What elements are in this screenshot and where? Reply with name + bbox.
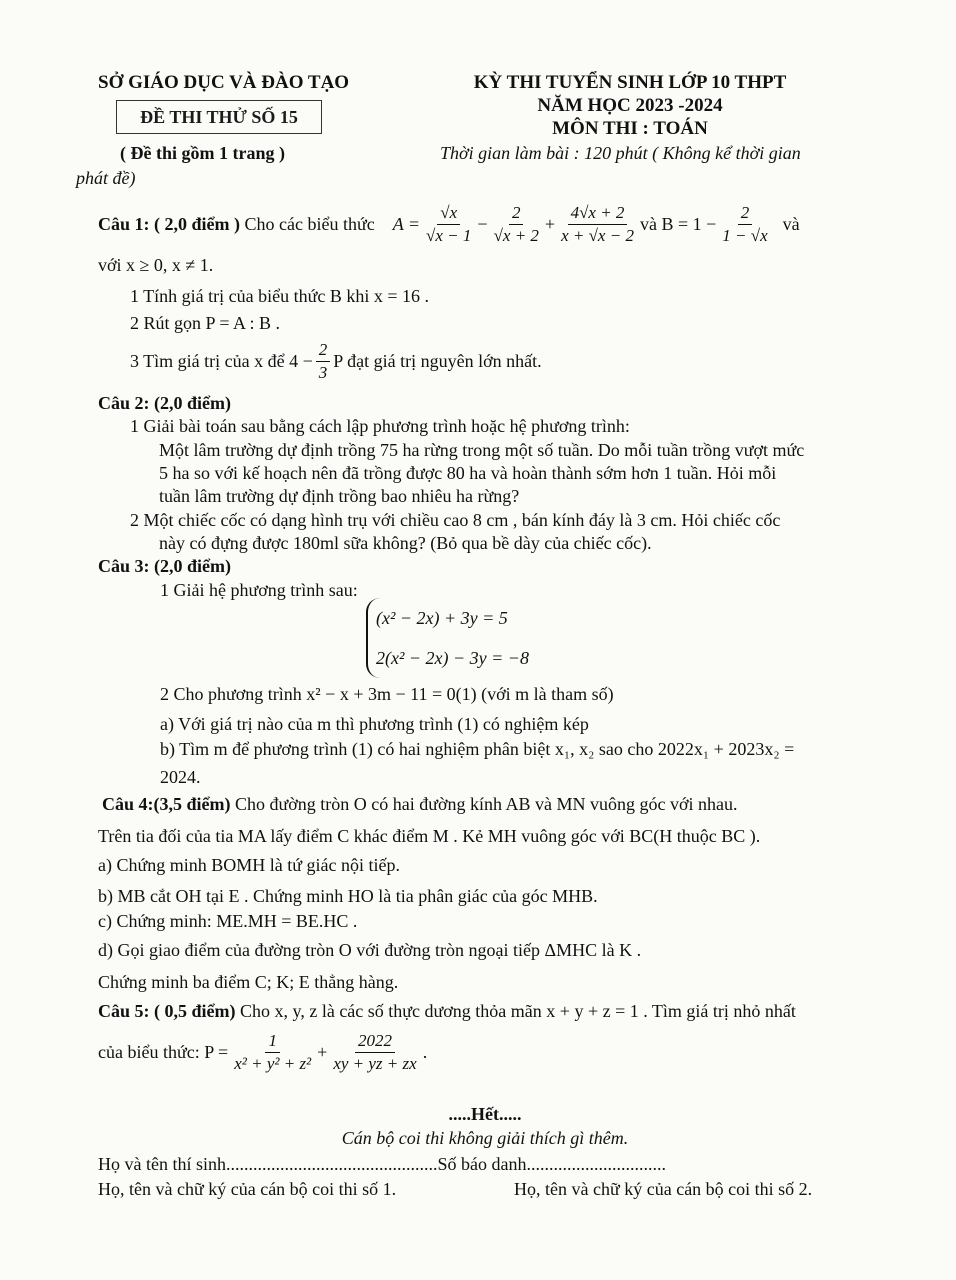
q1-frac-1: $\frac{√x}{√x - 1}$ (426, 202, 472, 245)
q1-A-lhs: A = (392, 213, 421, 234)
q4-part-b: b) MB cắt OH tại E . Chứng minh HO là tia phân giác của góc MHB. (98, 886, 598, 906)
department: SỞ GIÁO DỤC VÀ ĐÀO TẠO (98, 72, 350, 93)
q3-part-b-line-2: 2024. (160, 767, 201, 787)
q2-item-1-line-1: Một lâm trường dự định trồng 75 ha rừng trong một số tuần. Do mỗi tuần trồng vượt mức (159, 440, 805, 460)
q1-line (98, 196, 800, 252)
signature-1: Họ, tên và chữ ký của cán bộ coi thi số 1. (98, 1179, 397, 1199)
time-line-1: Thời gian làm bài : 120 phút ( Không kể thời gian (440, 143, 801, 163)
q1-condition: với x ≥ 0, x ≠ 1. (98, 255, 214, 275)
q1-item3-frac: $\frac{2}{3}$ (316, 339, 331, 384)
q3-system-line-1: (x² − 2x) + 3y = 5 (376, 608, 508, 628)
q2-item-2-line-1: 2 Một chiếc cốc có dạng hình trụ với chiều cao 8 cm , bán kính đáy là 3 cm. Hỏi chiếc cốc (130, 510, 781, 530)
q1-frac-3: $\frac{4√x + 2}{x + √x - 2}$ (561, 202, 634, 245)
q4-label: Câu 4:(3,5 điểm) (102, 794, 231, 814)
q1-and-B: và B = 1 − (639, 213, 717, 234)
q2-item-1-line-3: tuần lâm trường dự định trồng bao nhiêu ha rừng? (159, 486, 520, 506)
q1-frac-4: $\frac{2}{1 - √x}$ (722, 202, 768, 245)
subject: MÔN THI : TOÁN (552, 118, 708, 139)
q5-line-1: Câu 5: ( 0,5 điểm) Cho x, y, z là các số thực dương thỏa mãn x + y + z = 1 . Tìm giá trị nhỏ nhất (98, 1001, 796, 1021)
end-mark: .....Hết..... (448, 1104, 522, 1124)
q4-line-2: Trên tia đối của tia MA lấy điểm C khác điểm M . Kẻ MH vuông góc với BC(H thuộc BC ). (98, 826, 761, 846)
q1-intro: Cho các biểu thức (244, 213, 375, 234)
invigilator-note: Cán bộ coi thi không giải thích gì thêm. (341, 1128, 629, 1148)
signature-2: Họ, tên và chữ ký của cán bộ coi thi số 2. (514, 1179, 813, 1199)
q4-part-d-2: Chứng minh ba điểm C; K; E thẳng hàng. (98, 972, 399, 992)
q4-part-d: d) Gọi giao điểm của đường tròn O với đường tròn ngoại tiếp ΔMHC là K . (98, 940, 642, 960)
time-line-2: phát đề) (76, 168, 136, 188)
exam-code-box (116, 100, 322, 134)
q1-item-2: 2 Rút gọn P = A : B . (130, 313, 281, 333)
q3-item-2: 2 Cho phương trình x² − x + 3m − 11 = 0(1) (với m là tham số) (160, 684, 614, 704)
q4-line-1: Câu 4:(3,5 điểm) Cho đường tròn O có hai đường kính AB và MN vuông góc với nhau. (102, 794, 738, 814)
q2-item-2-line-2: này có đựng được 180ml sữa không? (Bỏ qua bề dày của chiếc cốc). (159, 533, 652, 553)
school-year: NĂM HỌC 2023 -2024 (537, 95, 723, 116)
q3-system-line-2: 2(x² − 2x) − 3y = −8 (376, 648, 529, 668)
candidate-line: Họ và tên thí sinh...............................................Số báo danh............................... (98, 1154, 666, 1174)
exam-code: ĐỀ THI THỬ SỐ 15 (140, 106, 298, 127)
q1-plus: + (544, 213, 556, 234)
q1-minus: − (477, 213, 488, 234)
q1-frac-2: $\frac{2}{√x + 2}$ (493, 202, 539, 245)
q3-part-b-line-1: b) Tìm m để phương trình (1) có hai nghiệm phân biệt x₁, x₂ sao cho 2022x₁ + 2023x₂ = (160, 739, 795, 759)
q3-label: Câu 3: (2,0 điểm) (98, 556, 231, 576)
exam-title: KỲ THI TUYỂN SINH LỚP 10 THPT (473, 72, 787, 93)
q3-item-1: 1 Giải hệ phương trình sau: (160, 580, 358, 600)
q4-part-c: c) Chứng minh: ME.MH = BE.HC . (98, 911, 358, 931)
q2-item-1-head: 1 Giải bài toán sau bằng cách lập phương trình hoặc hệ phương trình: (130, 416, 630, 436)
q3-part-a: a) Với giá trị nào của m thì phương trình (1) có nghiệm kép (160, 714, 589, 734)
pages-note: ( Đề thi gồm 1 trang ) (120, 143, 285, 163)
q5-line-2: của biểu thức: P = $\frac{1}{\text{x² + y² + z²}}$ + $\frac{2022}{xy + yz + zx}$ . (98, 1030, 428, 1073)
q1-label: Câu 1: ( 2,0 điểm ) (98, 213, 240, 234)
q4-part-a: a) Chứng minh BOMH là tứ giác nội tiếp. (98, 855, 400, 875)
q5-frac-2: $\frac{2022}{xy + yz + zx}$ (333, 1030, 417, 1073)
q1-item-1: 1 Tính giá trị của biểu thức B khi x = 16 . (130, 286, 430, 306)
q1-and: và (782, 213, 800, 234)
q1-item-3: 3 Tìm giá trị của x để 4 − $\frac{2}{3}$ P đạt giá trị nguyên lớn nhất. (130, 339, 542, 382)
q2-label: Câu 2: (2,0 điểm) (98, 393, 231, 413)
q2-item-1-line-2: 5 ha so với kế hoạch nên đã trồng được 80 ha và hoàn thành sớm hơn 1 tuần. Hỏi mỗi (159, 463, 777, 483)
q5-frac-1: $\frac{1}{\text{x² + y² + z²}}$ (234, 1030, 312, 1073)
q5-label: Câu 5: ( 0,5 điểm) (98, 1001, 236, 1021)
